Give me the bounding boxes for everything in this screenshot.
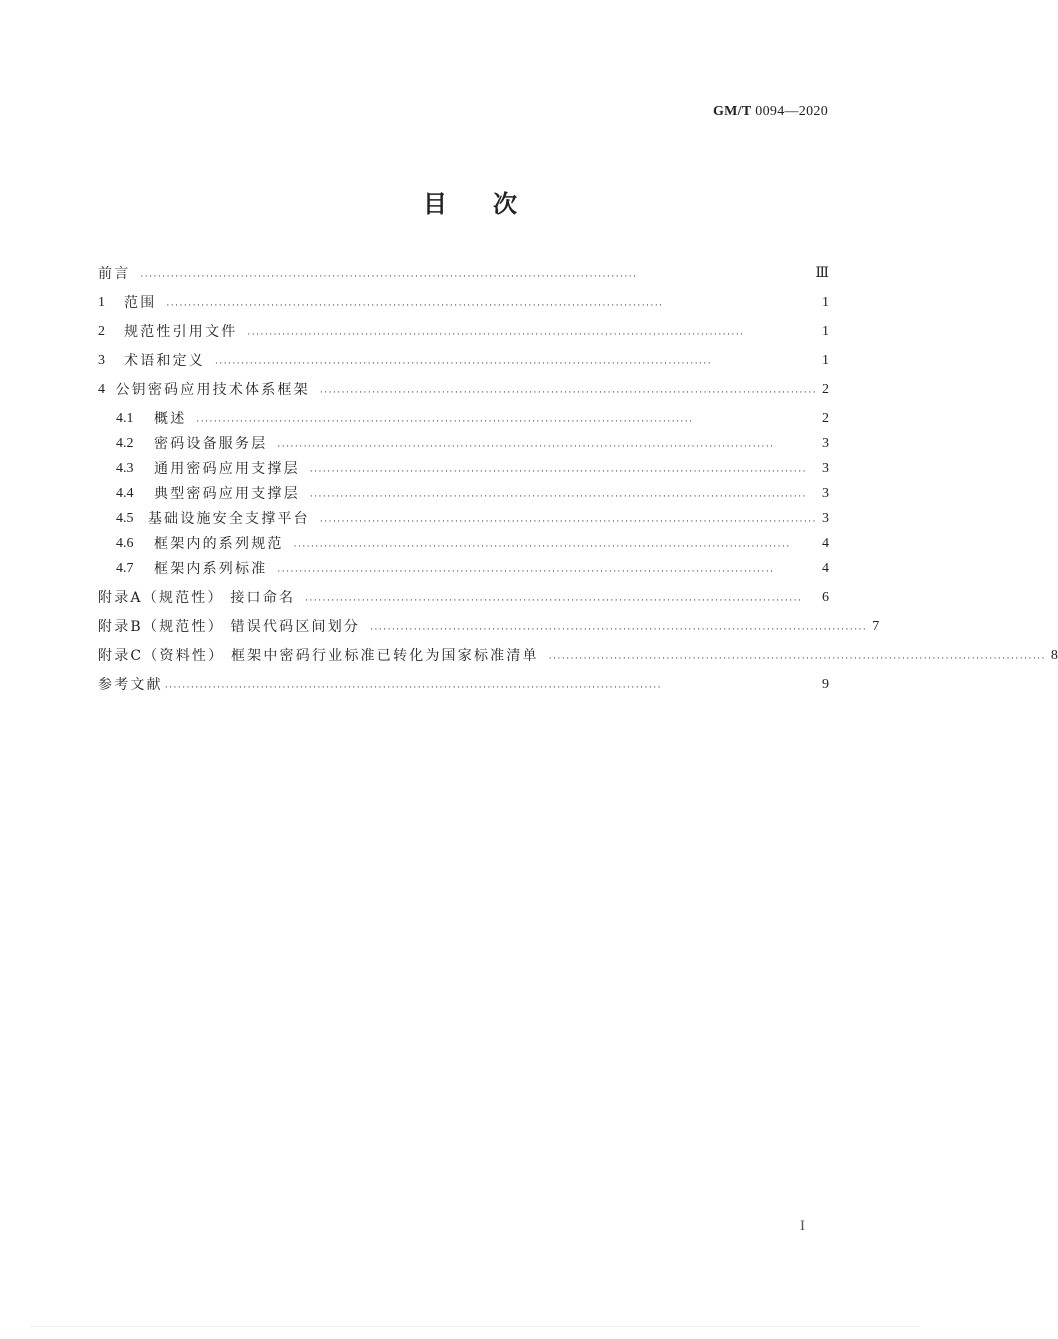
toc-entry-number: 4.6 — [116, 536, 134, 551]
toc-leader-dots: ·················································································································· — [164, 683, 662, 693]
toc-entry-number: 4.7 — [116, 561, 134, 576]
toc-leader-dots: ·················································································································· — [166, 301, 664, 311]
toc-entry-page: 3 — [822, 461, 829, 476]
toc-entry-normative-references[interactable] — [98, 322, 829, 342]
toc-entry-4-5[interactable] — [116, 509, 829, 529]
page-number: I — [800, 1218, 805, 1234]
toc-entry-page: 2 — [822, 411, 829, 426]
document-code — [713, 104, 828, 120]
toc-entry-page: 1 — [822, 353, 829, 368]
page-title: 目次 — [423, 190, 563, 218]
toc-entry-annex-a[interactable] — [98, 588, 829, 608]
toc-leader-dots: ·················································································································· — [319, 388, 817, 398]
toc-entry-foreword[interactable] — [98, 264, 829, 284]
toc-entry-number: 4.5 — [116, 511, 134, 526]
toc-leader-dots: ·················································································································· — [309, 467, 807, 477]
toc-leader-dots: ·················································································································· — [277, 442, 775, 452]
toc-entry-number: 3 — [98, 353, 105, 368]
toc-leader-dots: ·················································································································· — [309, 492, 807, 502]
toc-entry-label: 术语和定义 — [124, 353, 205, 369]
toc-entry-4-3[interactable] — [116, 459, 829, 479]
toc-entry-4-6[interactable] — [116, 534, 829, 554]
toc-entry-label: 框架内的系列规范 — [154, 536, 284, 552]
toc-entry-number: 4.2 — [116, 436, 134, 451]
toc-entry-annex-c[interactable] — [98, 646, 1058, 666]
toc-entry-4-2[interactable] — [116, 434, 829, 454]
toc-leader-dots: ·················································································································· — [140, 272, 638, 282]
toc-entry-number: 4.1 — [116, 411, 134, 426]
toc-leader-dots: ·················································································································· — [215, 359, 713, 369]
toc-entry-page: 2 — [822, 382, 829, 397]
toc-entry-page: 9 — [822, 677, 829, 692]
toc-entry-page: 8 — [1050, 648, 1058, 663]
toc-entry-label: 前言 — [98, 266, 131, 282]
toc-entry-number: 4 — [98, 382, 105, 397]
toc-entry-label: 附录A（规范性） 接口命名 — [98, 590, 296, 606]
toc-leader-dots: ·················································································································· — [548, 654, 1046, 664]
toc-entry-page: 3 — [822, 511, 829, 526]
toc-entry-page: 6 — [822, 590, 829, 605]
toc-entry-page: 3 — [822, 436, 829, 451]
toc-entry-framework[interactable] — [98, 380, 829, 400]
toc-entry-label: 典型密码应用支撑层 — [154, 486, 300, 502]
toc-entry-label: 通用密码应用支撑层 — [154, 461, 300, 477]
toc-leader-dots: ·················································································································· — [370, 625, 868, 635]
toc-entry-page: 4 — [822, 561, 829, 576]
standard-number: 0094—2020 — [751, 104, 828, 119]
toc-leader-dots: ·················································································································· — [293, 542, 791, 552]
toc-entry-page: 4 — [822, 536, 829, 551]
toc-entry-label: 公钥密码应用技术体系框架 — [115, 382, 310, 398]
toc-entry-page: 3 — [822, 486, 829, 501]
standard-prefix: GM/T — [712, 104, 752, 119]
toc-entry-label: 概述 — [154, 411, 187, 427]
toc-entry-page: 1 — [822, 324, 829, 339]
toc-leader-dots: ·················································································································· — [319, 517, 817, 527]
toc-entry-page: 1 — [822, 295, 829, 310]
toc-entry-page: 7 — [872, 619, 880, 634]
toc-entry-number: 1 — [98, 295, 105, 310]
toc-entry-4-1[interactable] — [116, 409, 829, 429]
toc-entry-label: 参考文献 — [98, 677, 163, 693]
toc-leader-dots: ·················································································································· — [247, 330, 745, 340]
toc-leader-dots: ·················································································································· — [277, 567, 775, 577]
toc-entry-annex-b[interactable] — [98, 617, 880, 637]
toc-entry-label: 附录C（资料性） 框架中密码行业标准已转化为国家标准清单 — [98, 648, 539, 664]
toc-entry-page: Ⅲ — [815, 266, 829, 281]
toc-leader-dots: ·················································································································· — [196, 417, 694, 427]
toc-entry-bibliography[interactable] — [98, 675, 829, 695]
toc-entry-number: 4.4 — [116, 486, 134, 501]
toc-entry-4-4[interactable] — [116, 484, 829, 504]
toc-entry-terms-definitions[interactable] — [98, 351, 829, 371]
toc-entry-4-7[interactable] — [116, 559, 829, 579]
toc-entry-label: 规范性引用文件 — [124, 324, 238, 340]
toc-entry-label: 密码设备服务层 — [154, 436, 268, 452]
toc-entry-label: 框架内系列标准 — [154, 561, 268, 577]
toc-leader-dots: ·················································································································· — [305, 596, 803, 606]
toc-entry-label: 基础设施安全支撑平台 — [147, 511, 310, 527]
toc-entry-label: 范围 — [124, 295, 157, 311]
toc-entry-number: 2 — [98, 324, 105, 339]
scan-edge-line — [30, 1326, 920, 1327]
toc-entry-label: 附录B（规范性） 错误代码区间划分 — [98, 619, 361, 635]
toc-entry-scope[interactable] — [98, 293, 829, 313]
toc-entry-number: 4.3 — [116, 461, 134, 476]
